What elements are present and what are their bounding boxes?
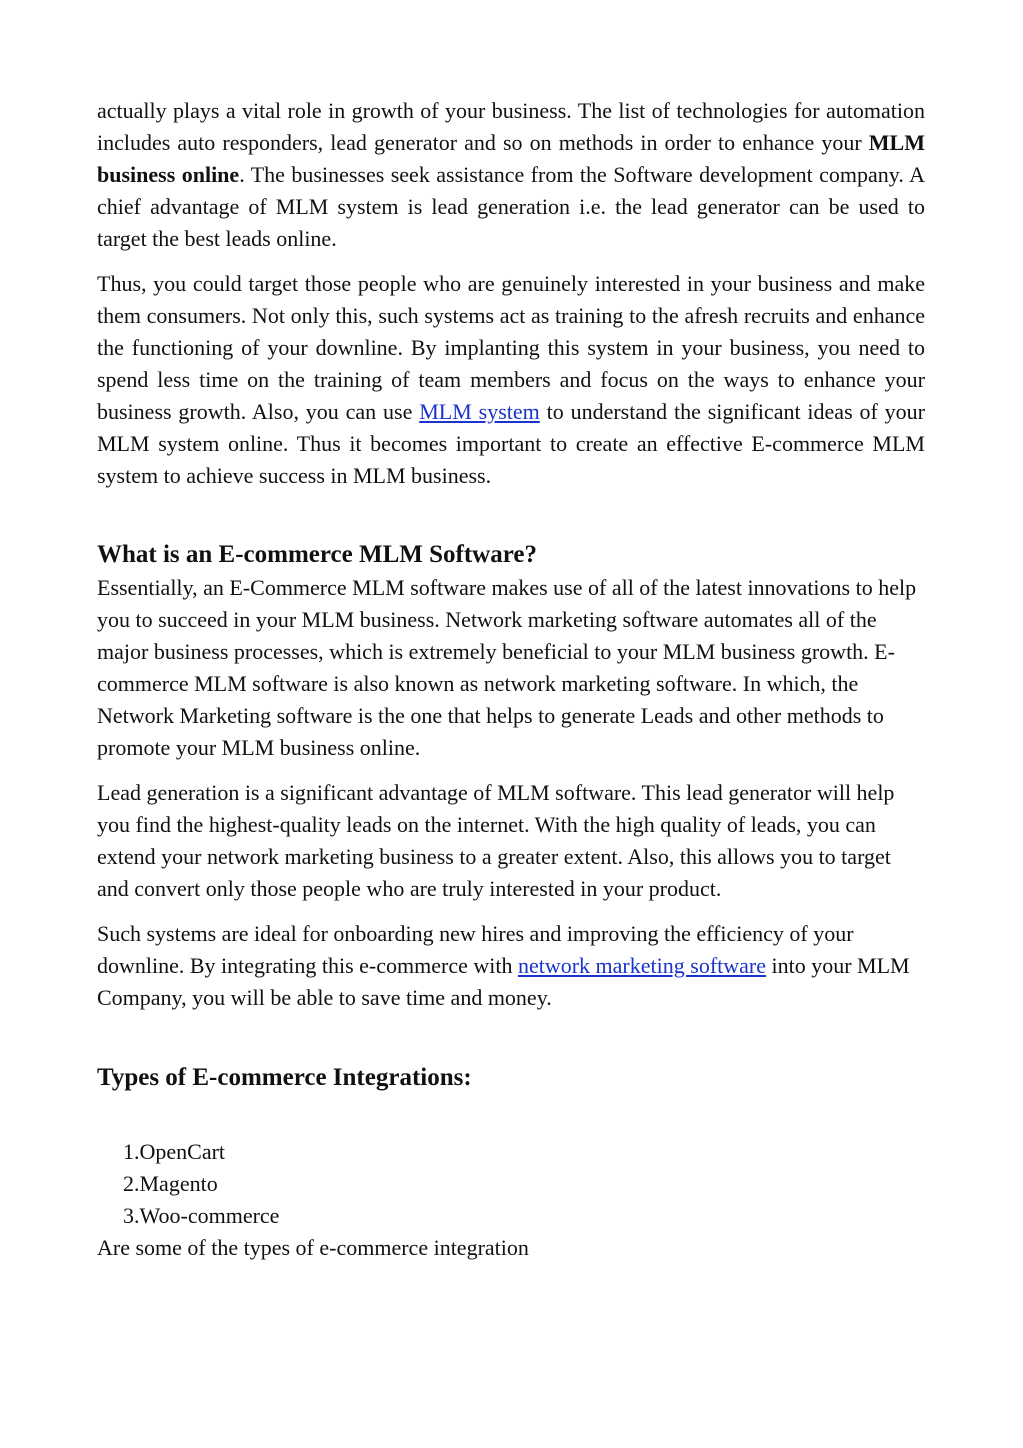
list-item: 2.Magento: [123, 1171, 218, 1196]
lead-generation-paragraph: Lead generation is a significant advantage of MLM software. This lead generator will help you find the highest-quality leads on the internet. With the high quality of leads, you can extend your network marketing business to a greater extent. Also, this allows you to target and convert only those people who are truly interested in your product.: [97, 780, 895, 901]
onboarding-text-a: Such systems are ideal for onboarding new hires and improving the efficiency of your downline. By integrating this e-commerce with: [97, 921, 854, 978]
intro-text-b: . The businesses seek assistance from the Software development company. A chief advantage of MLM system is lead generation i.e. the lead generator can be used to target the best leads online.: [97, 162, 926, 251]
ecommerce-intro-paragraph: Essentially, an E-Commerce MLM software makes use of all of the latest innovations to help you to succeed in your MLM business. Network marketing software automates all of the major business processes, which is extremely beneficial to your MLM business growth. E-commerce MLM software is also known as network marketing software. In which, the Network Marketing software is the one that helps to generate Leads and other methods to promote your MLM business online.: [97, 575, 917, 760]
mlm-business-online-bold: MLM business online: [97, 130, 925, 187]
onboarding-paragraph: [97, 918, 925, 1014]
list-item: 1.OpenCart: [123, 1139, 226, 1164]
intro-paragraph: [97, 95, 925, 255]
onboarding-text-b: into your MLM Company, you will be able to save time and money.: [97, 953, 910, 1010]
heading-ecommerce-integrations: Types of E-commerce Integrations:: [97, 1064, 472, 1091]
heading-ecommerce-mlm-software: What is an E-commerce MLM Software?: [97, 541, 537, 568]
mlm-system-link[interactable]: MLM system: [419, 399, 540, 424]
integration-types-list: [97, 1136, 925, 1232]
network-marketing-software-link[interactable]: network marketing software: [517, 953, 766, 978]
intro-text-a: actually plays a vital role in growth of your business. The list of technologies for automation includes auto responders, lead generator and so on methods in order to enhance your: [97, 98, 925, 155]
closing-line: Are some of the types of e-commerce integration: [97, 1235, 529, 1260]
document-page: [97, 95, 925, 1264]
list-item: 3.Woo-commerce: [123, 1203, 280, 1228]
target-text-b: to understand the significant ideas of your MLM system online. Thus it becomes important to create an effective E-commerce MLM system to achieve success in MLM business.: [97, 399, 925, 488]
target-paragraph: [97, 268, 925, 492]
target-text-a: Thus, you could target those people who are genuinely interested in your business and make them consumers. Not only this, such systems act as training to the afresh recruits and enhance the functioning of your downline. By implanting this system in your business, you need to spend less time on the training of team members and focus on the ways to enhance your business growth. Also, you can use: [97, 271, 925, 424]
